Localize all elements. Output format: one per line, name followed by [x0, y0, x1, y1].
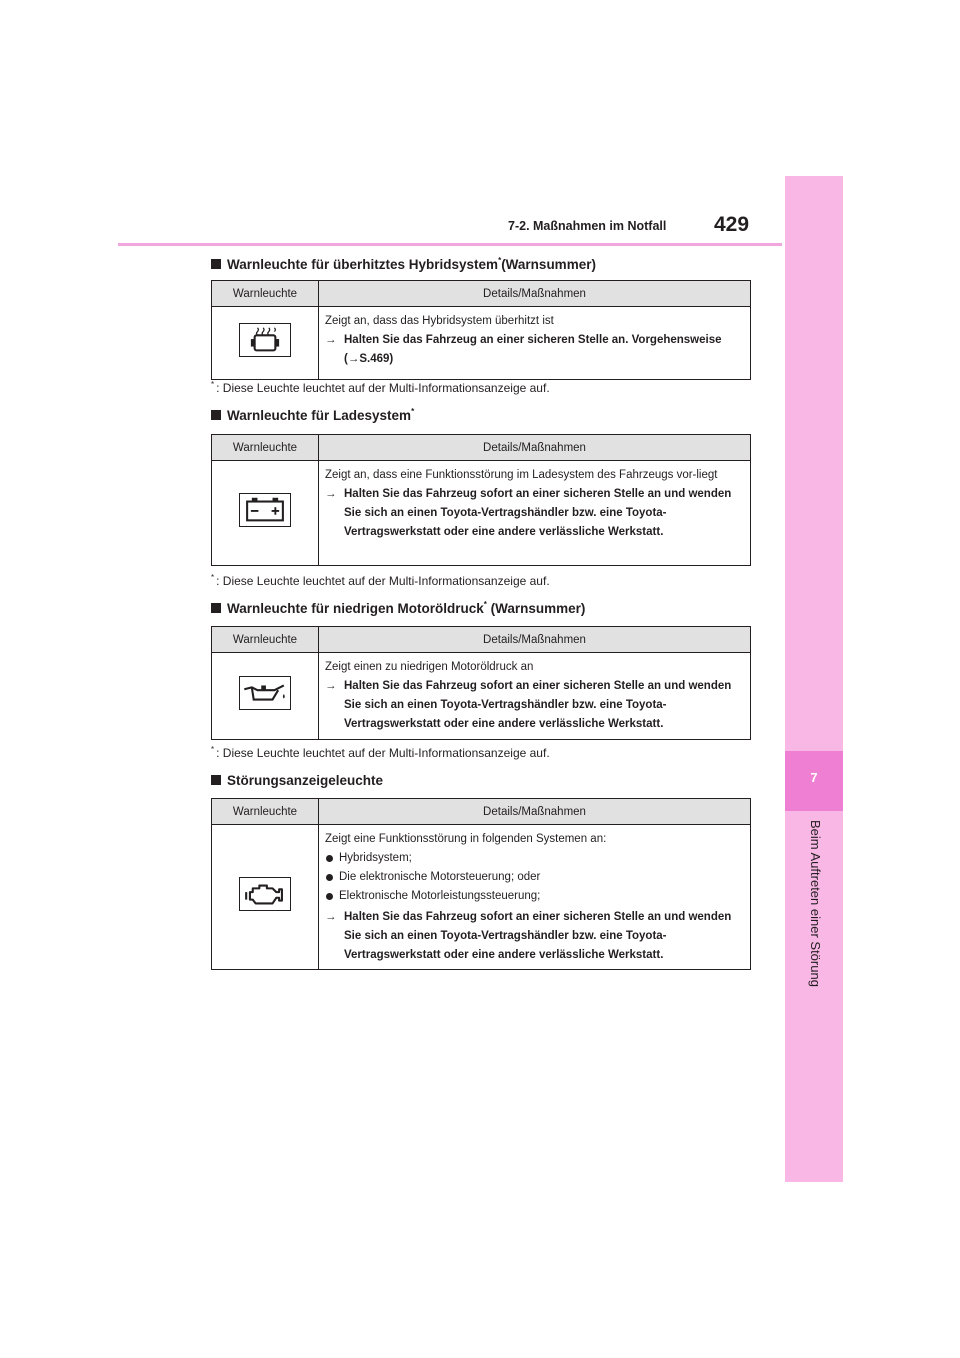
square-bullet-icon — [211, 775, 221, 785]
warning-table-malfunction-indicator — [211, 798, 751, 970]
section-heading-malfunction-indicator: Störungsanzeigeleuchte — [211, 773, 383, 788]
section-heading-oil-pressure: Warnleuchte für niedrigen Motoröldruck* (Warnsummer) — [211, 600, 585, 616]
table-header-warnleuchte: Warnleuchte — [212, 281, 319, 307]
table-header-details: Details/Maßnahmen — [319, 281, 751, 307]
list-item: Hybridsystem; — [325, 849, 745, 868]
action-step: → Halten Sie das Fahrzeug sofort an einer sicheren Stelle an und wenden Sie sich an einen Toyota-Vertragshändler bzw. eine Toyota-Vertragswerkstatt oder eine andere verlässliche Werkstatt. — [325, 488, 732, 538]
description-text: Zeigt an, dass das Hybridsystem überhitzt ist — [325, 315, 554, 327]
check-engine-icon — [239, 877, 291, 911]
header-divider — [118, 243, 782, 246]
list-item: Elektronische Motorleistungssteuerung; — [325, 887, 745, 906]
footnote: * : Diese Leuchte leuchtet auf der Multi-Informationsanzeige auf. — [211, 380, 550, 395]
page-number: 429 — [714, 213, 750, 236]
action-step: → Halten Sie das Fahrzeug an einer sicheren Stelle an. Vorgehensweise (→S.469) — [325, 334, 722, 365]
description-text: Zeigt eine Funktionsstörung in folgenden Systemen an: — [325, 833, 607, 845]
chapter-side-tab — [785, 176, 843, 1182]
footnote: * : Diese Leuchte leuchtet auf der Multi-Informationsanzeige auf. — [211, 573, 550, 588]
table-header-warnleuchte: Warnleuchte — [212, 799, 319, 825]
bullet-dot-icon — [326, 855, 333, 862]
square-bullet-icon — [211, 410, 221, 420]
bullet-dot-icon — [326, 893, 333, 900]
chapter-number: 7 — [810, 770, 818, 785]
table-header-warnleuchte: Warnleuchte — [212, 627, 319, 653]
table-header-warnleuchte: Warnleuchte — [212, 435, 319, 461]
table-header-details: Details/Maßnahmen — [319, 627, 751, 653]
description-text: Zeigt einen zu niedrigen Motoröldruck an — [325, 661, 534, 673]
hybrid-system-overheat-icon — [239, 323, 291, 357]
action-step: → Halten Sie das Fahrzeug sofort an einer sicheren Stelle an und wenden Sie sich an einen Toyota-Vertragshändler bzw. eine Toyota-Vertragswerkstatt oder eine andere verlässliche Werkstatt. — [325, 911, 732, 961]
chapter-title: Beim Auftreten einer Störung — [808, 820, 823, 987]
warning-table-charging-system — [211, 434, 751, 566]
square-bullet-icon — [211, 259, 221, 269]
table-header-details: Details/Maßnahmen — [319, 435, 751, 461]
warning-table-hybrid-overheat — [211, 280, 751, 380]
description-text: Zeigt an, dass eine Funktionsstörung im Ladesystem des Fahrzeugs vor-liegt — [325, 469, 718, 481]
section-heading-hybrid-overheat: Warnleuchte für überhitztes Hybridsystem*(Warnsummer) — [211, 256, 596, 272]
table-header-details: Details/Maßnahmen — [319, 799, 751, 825]
list-item: Die elektronische Motorsteuerung; oder — [325, 868, 745, 887]
battery-charging-icon — [239, 493, 291, 527]
section-label: 7-2. Maßnahmen im Notfall — [508, 219, 667, 233]
action-step: → Halten Sie das Fahrzeug sofort an einer sicheren Stelle an und wenden Sie sich an einen Toyota-Vertragshändler bzw. eine Toyota-Vertragswerkstatt oder eine andere verlässliche Werkstatt. — [325, 680, 732, 730]
section-heading-charging-system: Warnleuchte für Ladesystem* — [211, 407, 414, 423]
oil-pressure-icon — [239, 676, 291, 710]
bullet-dot-icon — [326, 874, 333, 881]
warning-table-oil-pressure — [211, 626, 751, 740]
square-bullet-icon — [211, 603, 221, 613]
footnote: * : Diese Leuchte leuchtet auf der Multi-Informationsanzeige auf. — [211, 745, 550, 760]
